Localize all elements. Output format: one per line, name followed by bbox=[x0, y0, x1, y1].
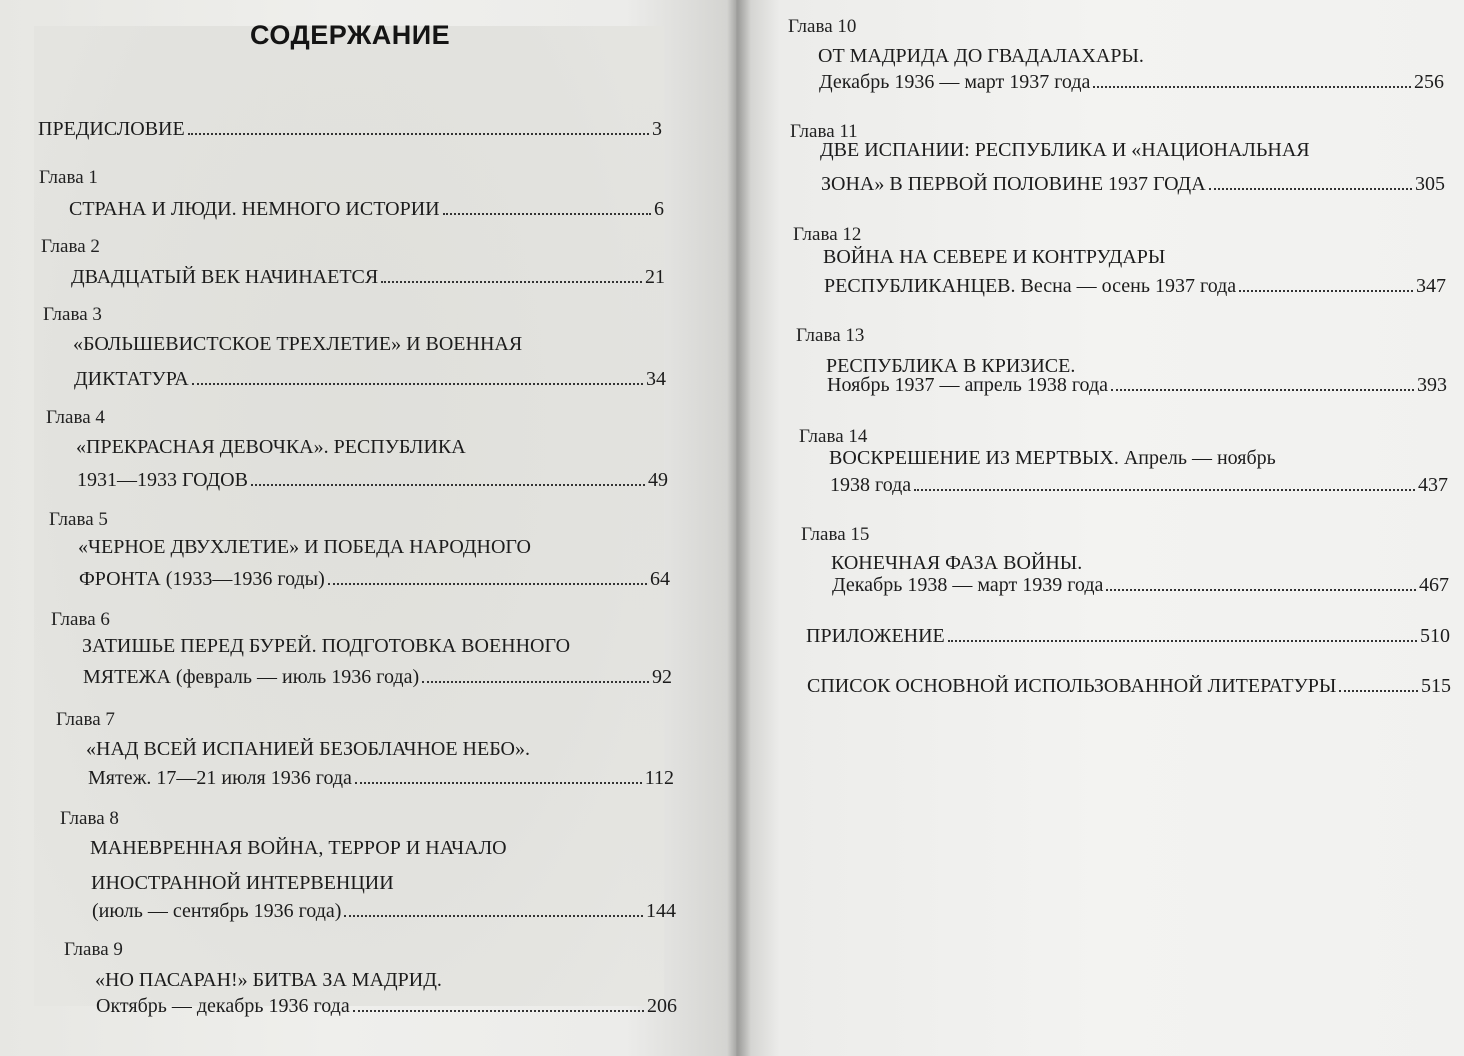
entry-text: Декабрь 1938 — март 1939 года bbox=[832, 574, 1104, 596]
page-number: 112 bbox=[644, 767, 674, 789]
toc-entry-preface[interactable] bbox=[38, 119, 662, 139]
dot-leader bbox=[422, 680, 649, 683]
dot-leader bbox=[328, 582, 647, 585]
chapter-label: Глава 4 bbox=[46, 407, 105, 428]
dot-leader bbox=[188, 132, 649, 135]
toc-entry-chapter-2[interactable] bbox=[71, 267, 665, 287]
book-gutter bbox=[727, 0, 751, 1056]
entry-text: Мятеж. 17—21 июля 1936 года bbox=[88, 767, 352, 789]
toc-entry-chapter-5[interactable] bbox=[79, 569, 670, 589]
entry-text: Ноябрь 1937 — апрель 1938 года bbox=[827, 374, 1109, 396]
chapter-label: Глава 14 bbox=[799, 426, 868, 447]
page-number: 64 bbox=[650, 568, 670, 590]
chapter-label: Глава 12 bbox=[793, 224, 862, 245]
dot-leader bbox=[914, 488, 1415, 491]
entry-title-line: ЗАТИШЬЕ ПЕРЕД БУРЕЙ. ПОДГОТОВКА ВОЕННОГО bbox=[82, 635, 571, 657]
chapter-label: Глава 3 bbox=[43, 304, 102, 325]
entry-title-line: «НАД ВСЕЙ ИСПАНИЕЙ БЕЗОБЛАЧНОЕ НЕБО». bbox=[86, 738, 531, 760]
entry-text: 1938 года bbox=[830, 474, 912, 496]
page-number: 437 bbox=[1418, 474, 1448, 496]
right-page bbox=[736, 0, 1464, 1056]
toc-entry-appendix[interactable] bbox=[806, 626, 1450, 646]
entry-title-line: МАНЕВРЕННАЯ ВОЙНА, ТЕРРОР И НАЧАЛО bbox=[90, 837, 507, 859]
dot-leader bbox=[1093, 85, 1411, 88]
page-number: 34 bbox=[646, 368, 666, 390]
entry-title-line: ДВЕ ИСПАНИИ: РЕСПУБЛИКА И «НАЦИОНАЛЬНАЯ bbox=[820, 139, 1310, 161]
dot-leader bbox=[251, 483, 645, 486]
toc-entry-chapter-4[interactable] bbox=[77, 470, 668, 490]
page-number: 467 bbox=[1419, 574, 1449, 596]
page-number: 347 bbox=[1416, 275, 1446, 297]
dot-leader bbox=[1339, 689, 1418, 692]
toc-entry-chapter-6[interactable] bbox=[83, 667, 672, 687]
chapter-label: Глава 6 bbox=[51, 609, 110, 630]
dot-leader bbox=[1106, 588, 1416, 591]
chapter-label: Глава 10 bbox=[788, 16, 857, 37]
dot-leader bbox=[192, 382, 643, 385]
toc-title: СОДЕРЖАНИЕ bbox=[250, 20, 451, 50]
entry-text: Октябрь — декабрь 1936 года bbox=[96, 995, 350, 1017]
page-number: 92 bbox=[652, 666, 672, 688]
page-number: 3 bbox=[652, 118, 662, 140]
entry-title-line: ВОЙНА НА СЕВЕРЕ И КОНТРУДАРЫ bbox=[823, 246, 1166, 268]
toc-entry-chapter-1[interactable] bbox=[69, 199, 664, 219]
dot-leader bbox=[1111, 388, 1414, 391]
page-number: 6 bbox=[654, 198, 664, 220]
entry-title-line: «НО ПАСАРАН!» БИТВА ЗА МАДРИД. bbox=[95, 969, 442, 991]
page-number: 206 bbox=[647, 995, 677, 1017]
entry-title-line: РЕСПУБЛИКА В КРИЗИСЕ. bbox=[826, 355, 1076, 377]
page-shading bbox=[34, 26, 664, 1006]
page-number: 49 bbox=[648, 469, 668, 491]
entry-text: СПИСОК ОСНОВНОЙ ИСПОЛЬЗОВАННОЙ ЛИТЕРАТУРЫ bbox=[807, 675, 1337, 697]
entry-title-line: «ПРЕКРАСНАЯ ДЕВОЧКА». РЕСПУБЛИКА bbox=[76, 436, 466, 458]
dot-leader bbox=[443, 212, 651, 215]
chapter-label: Глава 5 bbox=[49, 509, 108, 530]
chapter-label: Глава 8 bbox=[60, 808, 119, 829]
toc-entry-chapter-13[interactable] bbox=[827, 375, 1447, 395]
toc-entry-bibliography[interactable] bbox=[807, 676, 1451, 696]
chapter-label: Глава 2 bbox=[41, 236, 100, 257]
chapter-label: Глава 15 bbox=[801, 524, 870, 545]
entry-text: ДИКТАТУРА bbox=[74, 368, 189, 390]
toc-entry-chapter-11[interactable] bbox=[821, 174, 1445, 194]
chapter-label: Глава 13 bbox=[796, 325, 865, 346]
dot-leader bbox=[344, 914, 643, 917]
entry-title-line: КОНЕЧНАЯ ФАЗА ВОЙНЫ. bbox=[831, 552, 1083, 574]
entry-text: ДВАДЦАТЫЙ ВЕК НАЧИНАЕТСЯ bbox=[71, 266, 379, 288]
toc-entry-chapter-3[interactable] bbox=[74, 369, 666, 389]
entry-text: ФРОНТА (1933—1936 годы) bbox=[79, 568, 325, 590]
toc-entry-chapter-7[interactable] bbox=[88, 768, 674, 788]
entry-text: МЯТЕЖА (февраль — июль 1936 года) bbox=[83, 666, 420, 688]
entry-text: ПРИЛОЖЕНИЕ bbox=[806, 625, 945, 647]
page-number: 144 bbox=[646, 900, 676, 922]
dot-leader bbox=[355, 781, 642, 784]
chapter-label: Глава 9 bbox=[64, 939, 123, 960]
entry-title-line: ИНОСТРАННОЙ ИНТЕРВЕНЦИИ bbox=[91, 872, 394, 894]
page-number: 21 bbox=[645, 266, 665, 288]
dot-leader bbox=[353, 1009, 644, 1012]
entry-text: 1931—1933 ГОДОВ bbox=[77, 469, 248, 491]
toc-entry-chapter-14[interactable] bbox=[830, 475, 1448, 495]
entry-text: (июль — сентябрь 1936 года) bbox=[92, 900, 342, 922]
page-number: 510 bbox=[1420, 625, 1450, 647]
dot-leader bbox=[948, 639, 1417, 642]
dot-leader bbox=[381, 280, 642, 283]
entry-text: ПРЕДИСЛОВИЕ bbox=[38, 118, 185, 140]
toc-entry-chapter-9[interactable] bbox=[96, 996, 677, 1016]
page-number: 515 bbox=[1421, 675, 1451, 697]
toc-entry-chapter-15[interactable] bbox=[832, 575, 1449, 595]
entry-text: СТРАНА И ЛЮДИ. НЕМНОГО ИСТОРИИ bbox=[69, 198, 440, 220]
page-number: 305 bbox=[1415, 173, 1445, 195]
dot-leader bbox=[1209, 187, 1412, 190]
entry-title-line: ОТ МАДРИДА ДО ГВАДАЛАХАРЫ. bbox=[818, 45, 1144, 67]
chapter-label: Глава 1 bbox=[39, 167, 98, 188]
entry-text: ЗОНА» В ПЕРВОЙ ПОЛОВИНЕ 1937 ГОДА bbox=[821, 173, 1206, 195]
entry-title-line: ВОСКРЕШЕНИЕ ИЗ МЕРТВЫХ. Апрель — ноябрь bbox=[829, 447, 1276, 469]
chapter-label: Глава 7 bbox=[56, 709, 115, 730]
toc-entry-chapter-10[interactable] bbox=[819, 72, 1444, 92]
dot-leader bbox=[1239, 289, 1413, 292]
page-number: 393 bbox=[1417, 374, 1447, 396]
entry-text: Декабрь 1936 — март 1937 года bbox=[819, 71, 1091, 93]
chapter-label: Глава 11 bbox=[790, 121, 858, 142]
toc-entry-chapter-12[interactable] bbox=[824, 276, 1446, 296]
toc-entry-chapter-8[interactable] bbox=[92, 901, 676, 921]
entry-text: РЕСПУБЛИКАНЦЕВ. Весна — осень 1937 года bbox=[824, 275, 1237, 297]
page-number: 256 bbox=[1414, 71, 1444, 93]
entry-title-line: «БОЛЬШЕВИСТСКОЕ ТРЕХЛЕТИЕ» И ВОЕННАЯ bbox=[73, 333, 523, 355]
entry-title-line: «ЧЕРНОЕ ДВУХЛЕТИЕ» И ПОБЕДА НАРОДНОГО bbox=[78, 536, 531, 558]
